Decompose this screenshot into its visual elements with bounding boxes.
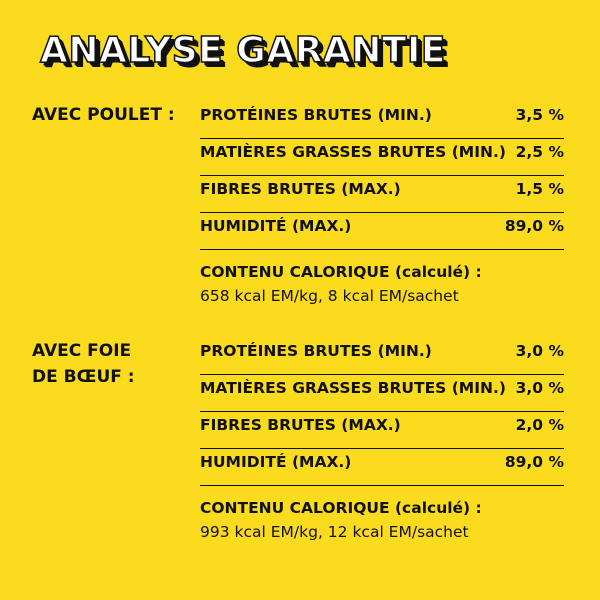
table-row: [200, 412, 564, 449]
table-row: [200, 449, 564, 486]
nutrient-name: PROTÉINES BRUTES (MIN.): [200, 342, 432, 360]
nutrient-name: PROTÉINES BRUTES (MIN.): [200, 106, 432, 124]
table-row: [200, 338, 564, 375]
nutrient-name: FIBRES BRUTES (MAX.): [200, 180, 401, 198]
section-label: [32, 102, 192, 128]
section-label-line: AVEC FOIE: [32, 341, 132, 361]
table-row: [200, 213, 564, 250]
nutrient-value: 3,0 %: [515, 379, 564, 397]
nutrient-value: 3,5 %: [515, 106, 564, 124]
table-row: [200, 176, 564, 213]
page-title: ANALYSE GARANTIE: [40, 30, 446, 71]
calorie-content: [200, 250, 564, 308]
nutrient-value: 2,5 %: [515, 143, 564, 161]
calorie-heading: CONTENU CALORIQUE (calculé) :: [200, 499, 482, 517]
nutrient-name: MATIÈRES GRASSES BRUTES (MIN.): [200, 143, 506, 161]
table-row: [200, 139, 564, 176]
section-label-line: DE BŒUF :: [32, 367, 135, 387]
nutrient-name: HUMIDITÉ (MAX.): [200, 453, 352, 471]
nutrient-value: 3,0 %: [515, 342, 564, 360]
nutrient-name: MATIÈRES GRASSES BRUTES (MIN.): [200, 379, 506, 397]
section-label-line: AVEC POULET :: [32, 105, 175, 125]
analysis-table: [200, 102, 564, 308]
calorie-value: 658 kcal EM/kg, 8 kcal EM/sachet: [200, 287, 459, 305]
nutrient-value: 89,0 %: [504, 217, 564, 235]
nutrient-name: HUMIDITÉ (MAX.): [200, 217, 352, 235]
table-row: [200, 375, 564, 412]
nutrient-value: 89,0 %: [504, 453, 564, 471]
nutrient-value: 1,5 %: [515, 180, 564, 198]
analysis-table: [200, 338, 564, 544]
calorie-value: 993 kcal EM/kg, 12 kcal EM/sachet: [200, 523, 469, 541]
table-row: [200, 102, 564, 139]
calorie-content: [200, 486, 564, 544]
calorie-heading: CONTENU CALORIQUE (calculé) :: [200, 263, 482, 281]
section-label: [32, 338, 192, 390]
nutrient-name: FIBRES BRUTES (MAX.): [200, 416, 401, 434]
nutrient-value: 2,0 %: [515, 416, 564, 434]
